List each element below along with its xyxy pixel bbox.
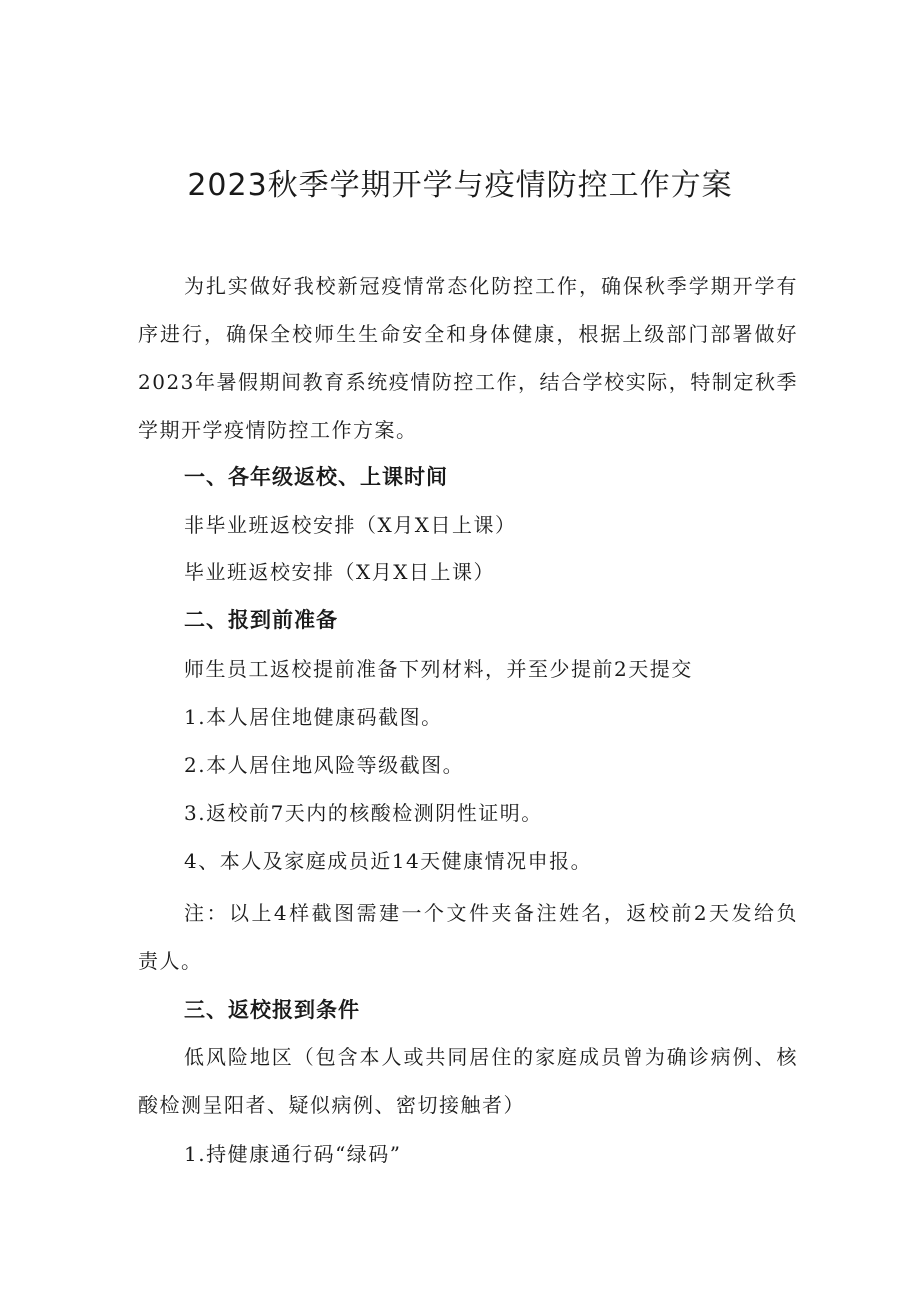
section-2-item-2: 2.本人居住地风险等级截图。 xyxy=(184,753,465,777)
intro-line-3: 2023年暑假期间教育系统疫情防控工作，结合学校实际，特制定秋季 xyxy=(138,370,798,394)
section-2-heading: 二、报到前准备 xyxy=(184,608,338,632)
section-2-lead: 师生员工返校提前准备下列材料，并至少提前2天提交 xyxy=(184,657,693,681)
section-3-item-1: 1.持健康通行码“绿码” xyxy=(184,1142,402,1166)
section-3-lead-line-2: 酸检测呈阳者、疑似病例、密切接触者） xyxy=(138,1093,525,1117)
section-1-item-2: 毕业班返校安排（X月X日上课） xyxy=(184,560,495,584)
section-2-item-4: 4、本人及家庭成员近14天健康情况申报。 xyxy=(184,849,593,873)
section-2-item-3: 3.返校前7天内的核酸检测阴性证明。 xyxy=(184,801,543,825)
document-title: 2023秋季学期开学与疫情防控工作方案 xyxy=(187,168,733,203)
section-2-item-1: 1.本人居住地健康码截图。 xyxy=(184,705,443,729)
section-2-note-line-1: 注：以上4样截图需建一个文件夹备注姓名，返校前2天发给负 xyxy=(184,901,798,925)
intro-line-1: 为扎实做好我校新冠疫情常态化防控工作，确保秋季学期开学有 xyxy=(184,274,798,298)
section-1-heading: 一、各年级返校、上课时间 xyxy=(184,465,448,489)
section-3-lead-line-1: 低风险地区（包含本人或共同居住的家庭成员曾为确诊病例、核 xyxy=(184,1045,798,1069)
intro-line-2: 序进行，确保全校师生生命安全和身体健康，根据上级部门部署做好 xyxy=(138,322,798,346)
intro-line-4: 学期开学疫情防控工作方案。 xyxy=(138,418,418,442)
section-3-heading: 三、返校报到条件 xyxy=(184,998,360,1022)
section-2-note-line-2: 责人。 xyxy=(138,949,203,973)
section-1-item-1: 非毕业班返校安排（X月X日上课） xyxy=(184,513,517,537)
